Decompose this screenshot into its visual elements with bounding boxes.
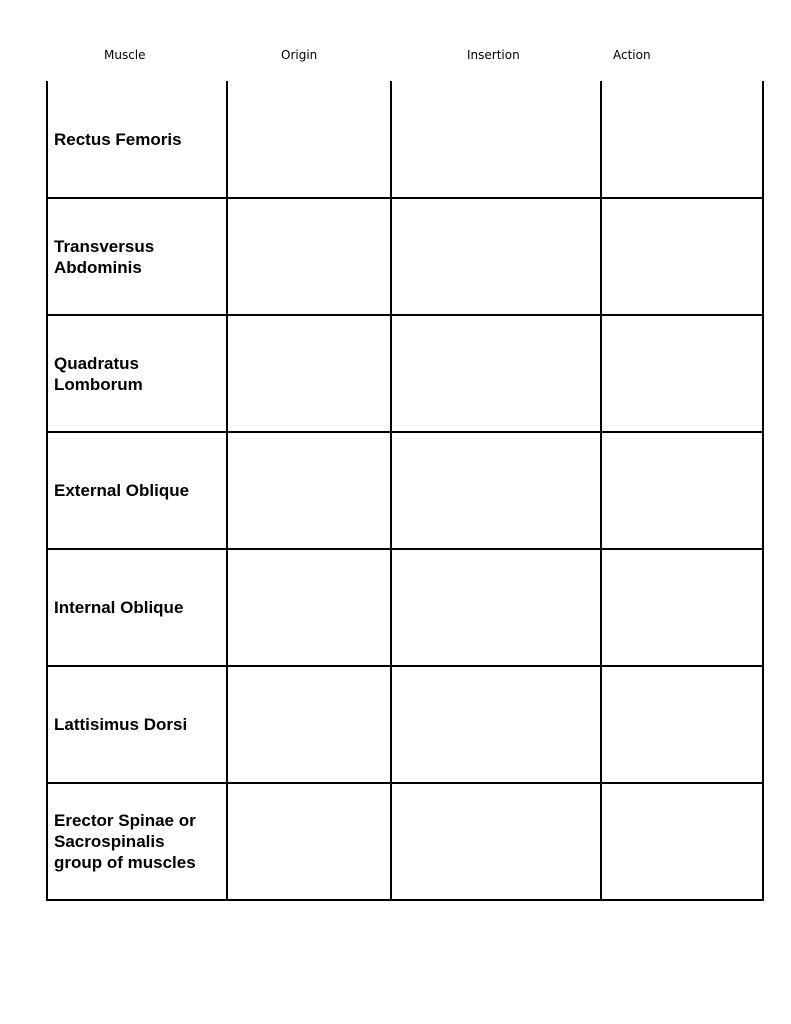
muscle-header: Muscle bbox=[104, 48, 146, 62]
table-border-left bbox=[46, 81, 48, 901]
muscle-table bbox=[46, 81, 764, 901]
muscle-name-internal-oblique: Internal Oblique bbox=[54, 598, 184, 617]
column-divider-insertion bbox=[390, 81, 392, 901]
insertion-header: Insertion bbox=[467, 48, 520, 62]
muscle-name-lattisimus-dorsi: Lattisimus Dorsi bbox=[54, 715, 188, 734]
muscle-name-erector-spinae: Erector Spinae or Sacrospinalis group of muscles bbox=[54, 811, 196, 872]
muscle-name-quadratus-lomborum: Quadratus Lomborum bbox=[54, 353, 143, 394]
column-divider-origin bbox=[226, 81, 228, 901]
origin-header: Origin bbox=[281, 48, 318, 62]
table-border-right bbox=[762, 81, 764, 901]
muscle-name-transversus-abdominis: Transversus Abdominis bbox=[54, 236, 155, 277]
column-divider-action bbox=[600, 81, 602, 901]
muscle-name-rectus-femoris: Rectus Femoris bbox=[54, 130, 182, 149]
action-header: Action bbox=[613, 48, 651, 62]
muscle-name-external-oblique: External Oblique bbox=[54, 481, 190, 500]
